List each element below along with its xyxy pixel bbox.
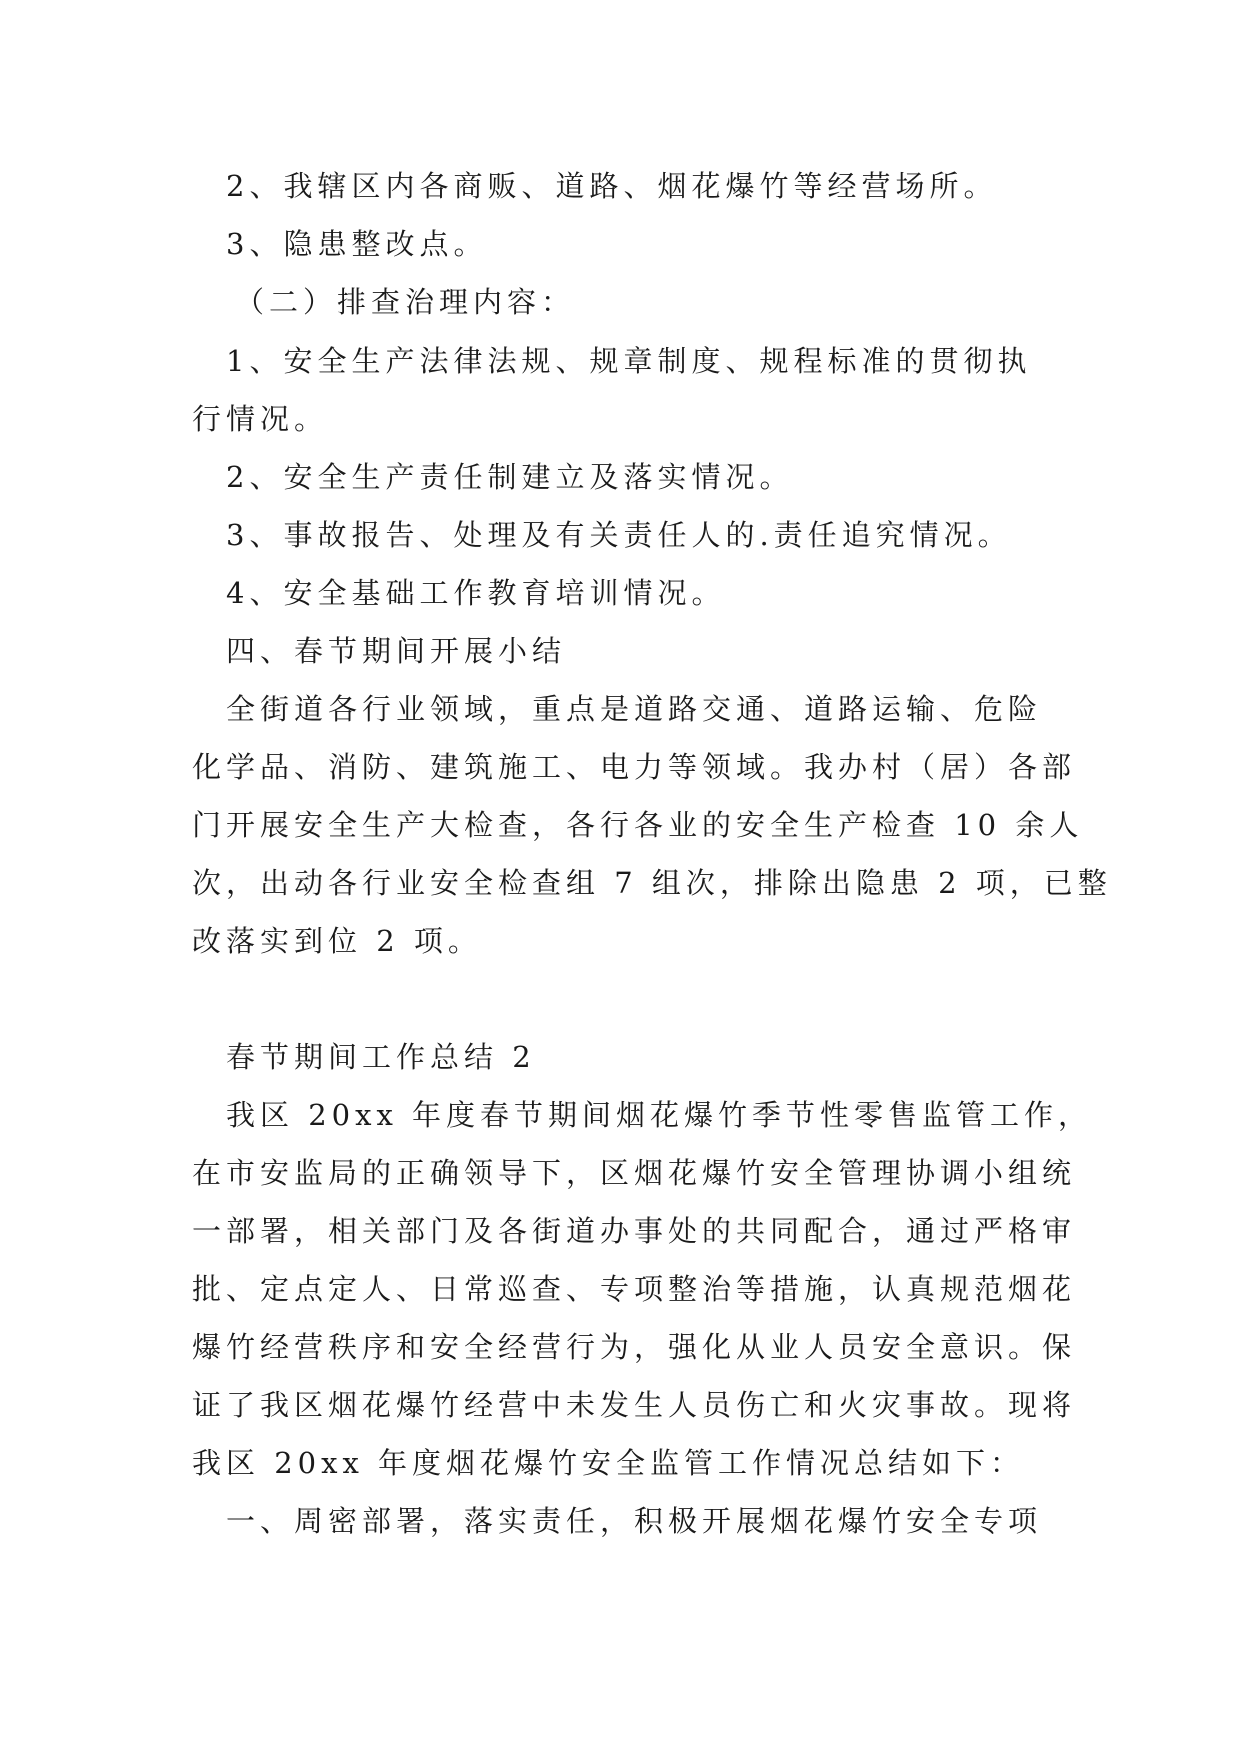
text-line: 1、安全生产法律法规、规章制度、规程标准的贯彻执 [192,344,1032,378]
text-line: 3、事故报告、处理及有关责任人的.责任追究情况。 [192,518,1012,552]
text-line: 行情况。 [192,402,329,436]
text-line: 全街道各行业领域，重点是道路交通、道路运输、危险 [192,692,1043,726]
text-line: 一部署，相关部门及各街道办事处的共同配合，通过严格审 [192,1214,1077,1248]
text-line: 3、隐患整改点。 [192,227,488,261]
section-heading: 四、春节期间开展小结 [192,634,567,668]
text-line: 次，出动各行业安全检查组 7 组次，排除出隐患 2 项，已整 [192,866,1112,900]
text-line: 批、定点定人、日常巡查、专项整治等措施，认真规范烟花 [192,1272,1077,1306]
text-line: 爆竹经营秩序和安全经营行为，强化从业人员安全意识。保 [192,1330,1077,1364]
text-line: 我区 20xx 年度烟花爆竹安全监管工作情况总结如下： [192,1446,1025,1480]
text-line: 2、安全生产责任制建立及落实情况。 [192,460,794,494]
text-line: 改落实到位 2 项。 [192,924,482,958]
text-line: 证了我区烟花爆竹经营中未发生人员伤亡和火灾事故。现将 [192,1388,1077,1422]
text-line: 门开展安全生产大检查，各行各业的安全生产检查 10 余人 [192,808,1084,842]
text-line: 我区 20xx 年度春节期间烟花爆竹季节性零售监管工作， [192,1098,1093,1132]
text-line: 化学品、消防、建筑施工、电力等领域。我办村（居）各部 [192,750,1077,784]
section-heading: （二）排查治理内容： [235,285,576,319]
article-title: 春节期间工作总结 2 [192,1040,536,1074]
text-line: 2、我辖区内各商贩、道路、烟花爆竹等经营场所。 [192,169,998,203]
text-line: 4、安全基础工作教育培训情况。 [192,576,726,610]
text-line: 一、周密部署，落实责任，积极开展烟花爆竹安全专项 [192,1504,1043,1538]
text-line: 在市安监局的正确领导下，区烟花爆竹安全管理协调小组统 [192,1156,1077,1190]
